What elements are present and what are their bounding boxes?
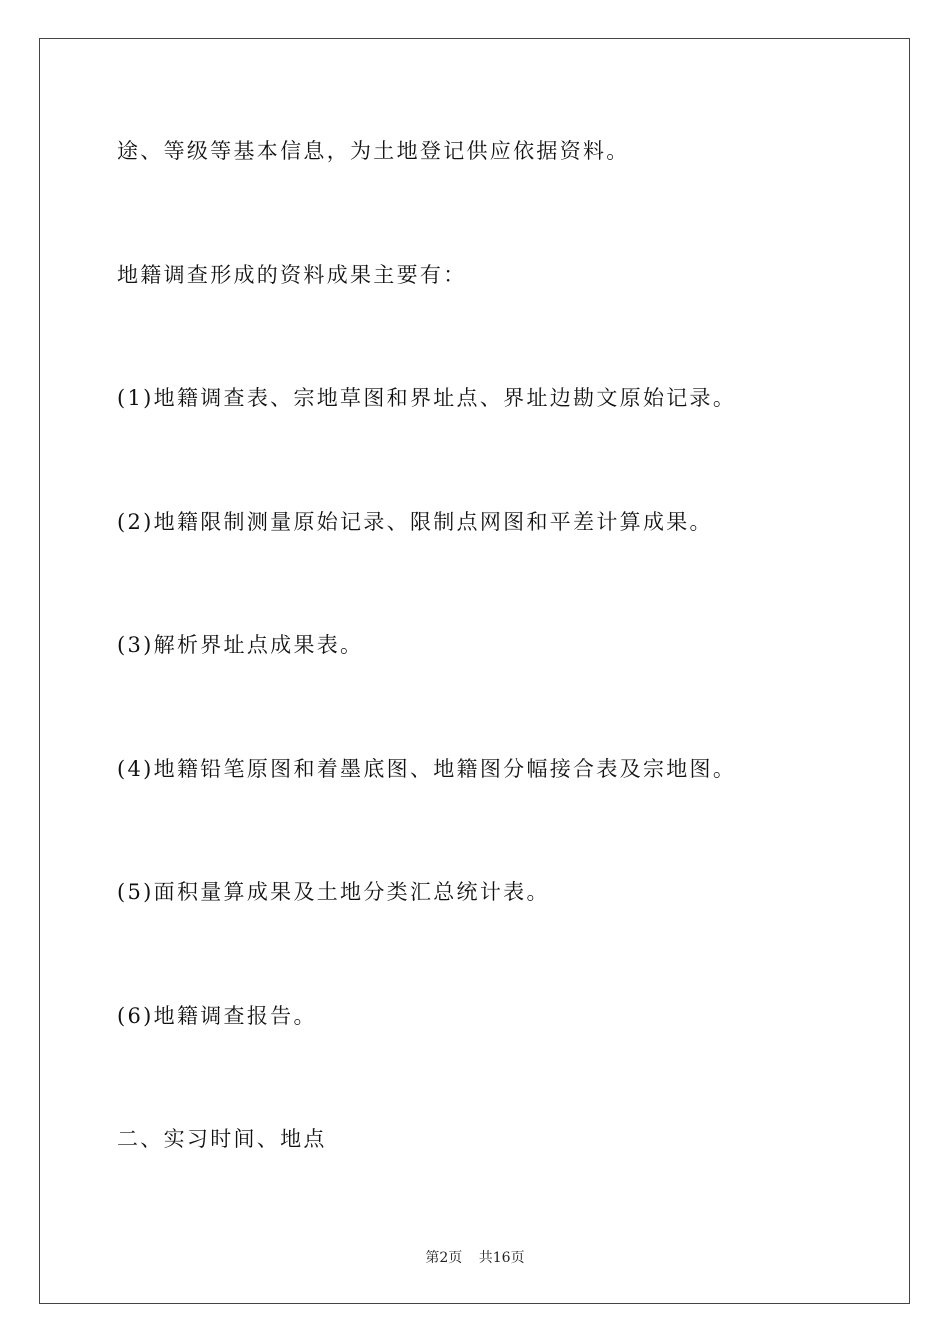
list-item: (4)地籍铅笔原图和着墨底图、地籍图分幅接合表及宗地图。 (117, 756, 737, 781)
paragraph: 地籍调查形成的资料成果主要有： (117, 262, 467, 287)
document-body (117, 133, 877, 1245)
page-number: 第2页 (425, 1250, 463, 1266)
page-footer (0, 1247, 950, 1267)
paragraph: 途、等级等基本信息，为土地登记供应依据资料。 (117, 139, 630, 163)
list-item: (1)地籍调查表、宗地草图和界址点、界址边勘文原始记录。 (117, 386, 737, 410)
list-item: (2)地籍限制测量原始记录、限制点网图和平差计算成果。 (117, 509, 713, 534)
list-item: (5)面积量算成果及土地分类汇总统计表。 (117, 880, 550, 904)
section-heading: 二、实习时间、地点 (117, 1127, 327, 1151)
total-pages: 共16页 (478, 1250, 525, 1266)
list-item: (3)解析界址点成果表。 (117, 633, 364, 657)
list-item: (6)地籍调查报告。 (117, 1003, 317, 1028)
